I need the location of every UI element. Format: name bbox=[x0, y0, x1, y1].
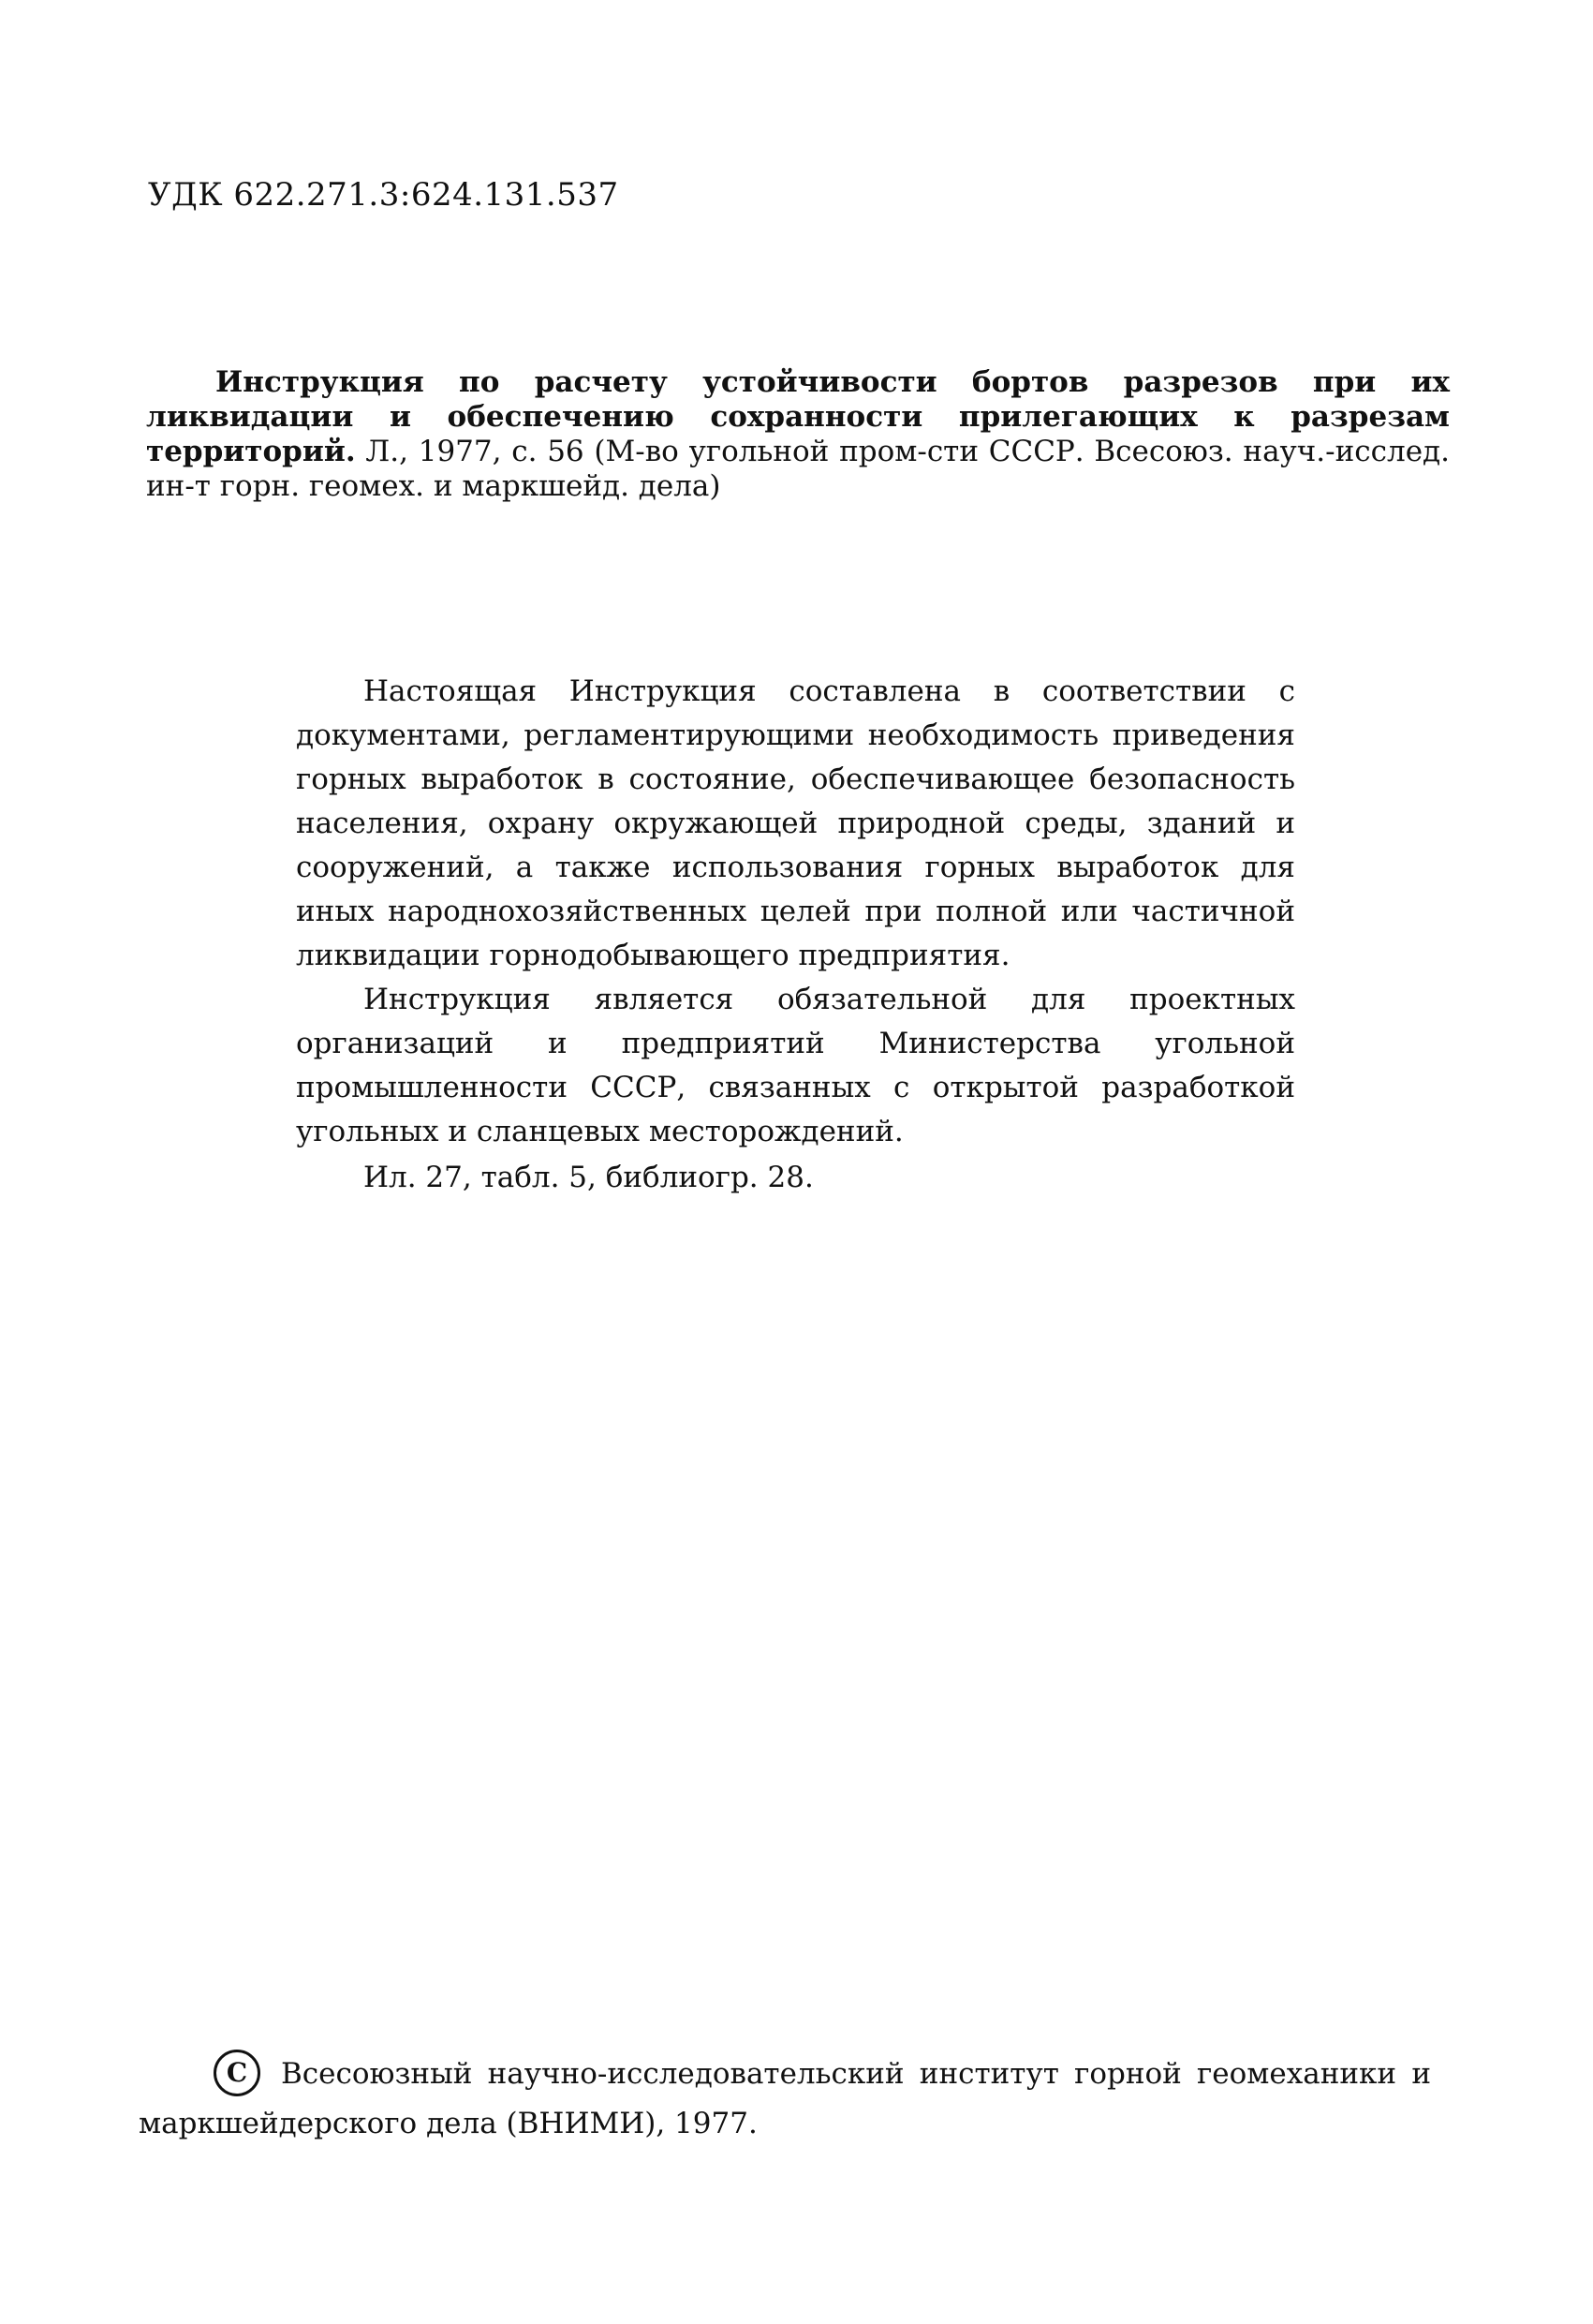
udk-code: УДК 622.271.3:624.131.537 bbox=[148, 176, 619, 214]
publisher-note: (М-во угольной пром-сти СССР. Всесоюз. науч.-исслед. ин-т горн. геомех. и маркшейд. дела) bbox=[146, 435, 1450, 503]
abstract-paragraph-2: Инструкция является обязательной для проектных организаций и предприятий Министерства угольной промышленности СССР, связанных с открытой разработкой угольных и сланцевых месторождений. bbox=[296, 983, 1295, 1148]
abstract-references: Ил. 27, табл. 5, библиогр. 28. bbox=[363, 1161, 814, 1194]
imprint: Л., 1977, с. 56 bbox=[365, 435, 584, 468]
document-title: Инструкция по расчету устойчивости бортов разрезов при их ликвидации и обеспечению сохранности прилегающих к разрезам территорий. bbox=[146, 365, 1450, 468]
abstract-paragraph-1: Настоящая Инструкция составлена в соответствии с документами, регламентирующими необходимость приведения горных выработок в состояние, обеспечивающее безопасность населения, охрану окружающей природной среды, зданий и сооружений, а также использования горных выработок для иных народнохозяйственных целей при полной или частичной ликвидации горнодобывающего предприятия. bbox=[296, 674, 1295, 972]
abstract bbox=[296, 670, 1295, 1200]
copyright-icon: C bbox=[214, 2050, 260, 2096]
copyright-notice bbox=[139, 2050, 1431, 2148]
bibliographic-entry bbox=[146, 365, 1450, 504]
copyright-text: Всесоюзный научно-исследовательский институт горной геомеханики и маркшейдерского дела (ВНИМИ), 1977. bbox=[139, 2057, 1431, 2140]
